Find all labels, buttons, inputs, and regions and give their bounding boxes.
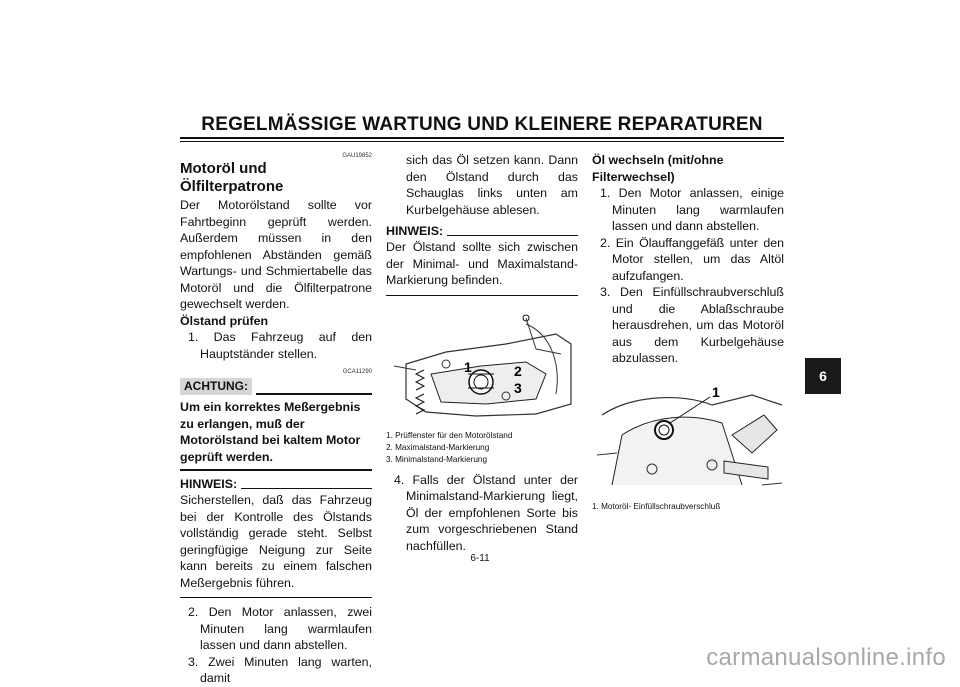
figure-label-3: 3: [514, 379, 522, 396]
intro-paragraph: Der Motorölstand sollte vor Fahrtbeginn geprüft werden. Außerdem müssen in den empfohlenen Abständen gemäß Wartungs- und Schmiertabelle das Motoröl und die Ölfilterpatrone gewechselt werden.: [180, 198, 372, 311]
step-1: 1. Den Motor anlassen, einige Minuten lang warmlaufen lassen und dann abstellen.: [600, 186, 784, 233]
caution-rule: [256, 392, 372, 395]
step-3: 3. Zwei Minuten lang warten, damit: [188, 654, 372, 685]
caution-code: GCA11290: [342, 369, 372, 375]
page-header-title: REGELMÄSSIGE WARTUNG UND KLEINERE REPARATUREN: [201, 114, 763, 135]
note-label: HINWEIS:: [386, 224, 444, 238]
chapter-tab: 6: [805, 358, 841, 394]
watermark: carmanualsonline.info: [706, 644, 946, 671]
step-3: 3. Den Einfüllschraubverschluß und die Ablaßschraube herausdrehen, um das Motoröl aus dem Kurbelgehäuse abzulassen.: [600, 285, 784, 365]
oil-filler-cap-illustration: [592, 375, 784, 495]
note-header: [386, 224, 578, 239]
caution-text: Um ein korrektes Meßergebnis zu erlangen, muß der Motorölstand bei kaltem Motor geprüft werden.: [180, 399, 372, 471]
step-1: 1. Das Fahrzeug auf den Hauptständer stellen.: [188, 330, 372, 361]
figure-label-1: 1: [712, 383, 720, 400]
caution-label: ACHTUNG:: [180, 378, 252, 395]
figure-caption-2: 2. Maximalstand-Markierung: [386, 442, 490, 452]
header-rule: [180, 137, 784, 139]
subheading-check-oil: Ölstand prüfen: [180, 313, 269, 328]
figure-caption: 1. Motoröl- Einfüllschraubverschluß: [592, 501, 721, 511]
figure-caption-3: 3. Minimalstand-Markierung: [386, 454, 488, 464]
step-4: 4. Falls der Ölstand unter der Minimalstand-Markierung liegt, Öl der empfohlenen Sorte bis zum vorgeschriebenen Stand nachfüllen.: [394, 472, 578, 553]
note-text: Sicherstellen, daß das Fahrzeug bei der Kontrolle des Ölstands vollständig gerade steht. Selbst geringfügige Neigung zur Seite kann bereits zu einem falschen Meßergebnis führen.: [180, 492, 372, 598]
figure-label-2: 2: [514, 362, 522, 379]
note-text: Der Ölstand sollte sich zwischen der Minimal- und Maximalstand-Markierung befinden.: [386, 239, 578, 296]
caution-header: [180, 378, 372, 395]
column-middle: [386, 152, 578, 554]
figure-label-1: 1: [464, 358, 472, 375]
subheading-oil-change: Öl wechseln (mit/ohne Filterwechsel): [592, 153, 724, 184]
column-right: [592, 152, 784, 513]
note-rule: [241, 487, 372, 489]
oil-level-window-illustration: [386, 304, 578, 430]
step-2: 2. Den Motor anlassen, zwei Minuten lang warmlaufen lassen und dann abstellen.: [188, 605, 372, 652]
section-code: GAU19852: [342, 153, 372, 159]
header-rule-thin: [180, 141, 784, 142]
figure-caption-1: 1. Prüffenster für den Motorölstand: [386, 430, 513, 440]
note-label: HINWEIS:: [180, 477, 238, 491]
note-rule: [447, 234, 578, 236]
section-title: Motoröl und Ölfilterpatrone: [180, 160, 284, 195]
note-header: [180, 477, 372, 492]
page-number: 6-11: [470, 553, 490, 564]
step-3-continued: sich das Öl setzen kann. Dann den Ölstand durch das Schauglas links unten am Kurbelgehäuse ablesen.: [406, 153, 578, 217]
column-left: [180, 152, 372, 687]
step-2: 2. Ein Ölauffanggefäß unter den Motor stellen, um das Altöl aufzufangen.: [600, 235, 784, 283]
